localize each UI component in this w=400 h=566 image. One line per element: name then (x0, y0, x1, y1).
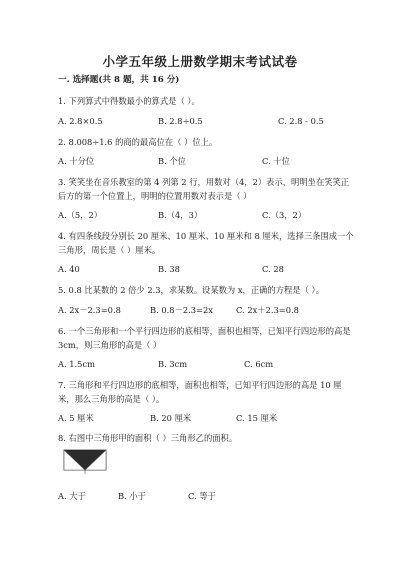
question-7-option-c: C. 15 厘米 (236, 413, 278, 423)
question-5-option-b: B. 0.8－2.3=2x (150, 305, 213, 315)
question-4-option-a: A. 40 (58, 264, 80, 274)
question-5-option-c: C. 2x＋2.3=0.8 (236, 305, 299, 315)
question-3-option-c: C.（3，2） (262, 210, 307, 220)
question-3-stem-line-1: 3. 笑笑坐在音乐教室的第 4 列第 2 行，用数对（4，2）表示，明明坐在笑笑正 (58, 177, 350, 187)
question-6-option-b: B. 3cm (158, 359, 188, 369)
triangle-figure (58, 438, 112, 480)
question-5-option-a: A. 2x－2.3=0.8 (58, 305, 121, 315)
question-4-option-b: B. 38 (158, 264, 180, 274)
question-6-stem-line-1: 6. 一个三角形和一个平行四边形的底相等，面积也相等，已知平行四边形的高是 (58, 326, 351, 336)
section-heading: 一. 选择题(共 8 题，共 16 分) (58, 75, 180, 85)
question-1-option-a: A. 2.8×0.5 (58, 116, 103, 126)
question-7-option-b: B. 20 厘米 (150, 413, 192, 423)
page-title: 小学五年级上册数学期末考试试卷 (102, 54, 298, 69)
question-7-stem-line-1: 7. 三角形和平行四边形的底相等，面积也相等，已知平行四边形的高是 10 厘 (58, 380, 342, 390)
question-2-option-b: B. 个位 (158, 156, 186, 166)
question-2-option-c: C. 十位 (262, 156, 290, 166)
question-8-option-c: C. 等于 (188, 491, 216, 501)
question-8-stem: 8. 右图中三角形甲的面积（ ）三角形乙的面积。 (58, 433, 238, 443)
question-7-option-a: A. 5 厘米 (58, 413, 94, 423)
question-2-option-a: A. 十分位 (58, 156, 95, 166)
question-6-option-c: C. 6cm (244, 359, 274, 369)
question-3-option-a: A.（5，2） (58, 210, 103, 220)
question-4-stem-line-2: 三角形，周长是（ ）厘米。 (58, 245, 161, 255)
question-6-option-a: A. 1.5cm (58, 359, 95, 369)
question-3-option-b: B.（4，3） (158, 210, 203, 220)
question-5-stem: 5. 0.8 比某数的 2 倍少 2.3，求某数。设某数为 x，正确的方程是（ ）。 (58, 285, 324, 295)
question-7-stem-line-2: 米，那么三角形的高是（ ）。 (58, 394, 165, 404)
question-4-stem-line-1: 4. 有四条线段分别长 20 厘米、10 厘米、10 厘米和 8 厘米，选择三条围成一个 (58, 231, 354, 241)
question-8-option-a: A. 大于 (58, 491, 86, 501)
question-1-option-c: C. 2.8 - 0.5 (278, 116, 324, 126)
question-2-stem: 2. 8.008÷1.6 的商的最高位在（ ）位上。 (58, 137, 218, 147)
question-1-option-b: B. 2.8÷0.5 (158, 116, 203, 126)
question-6-stem-line-2: 3cm，则三角形的高是（ ） (58, 340, 162, 350)
question-3-stem-line-2: 后方的第一个位置上，明明的位置用数对表示是（ ） (58, 191, 252, 201)
question-1-stem: 1. 下列算式中得数最小的算式是（ ）。 (58, 96, 200, 106)
question-4-option-c: C. 28 (262, 264, 284, 274)
question-8-option-b: B. 小于 (118, 491, 146, 501)
